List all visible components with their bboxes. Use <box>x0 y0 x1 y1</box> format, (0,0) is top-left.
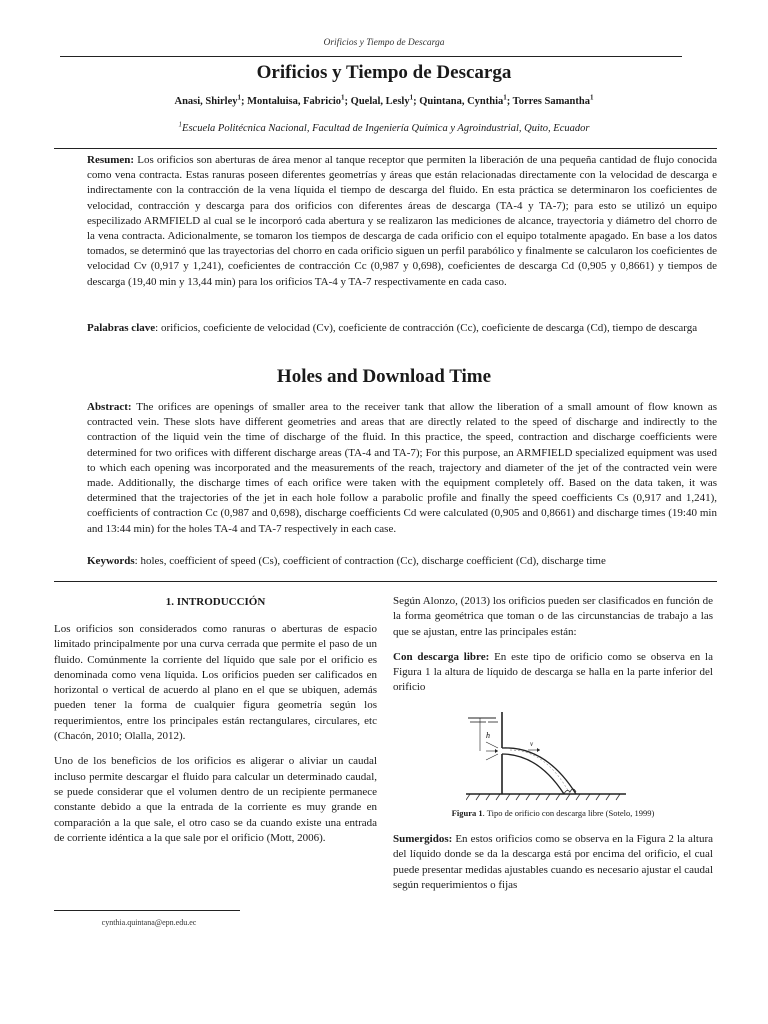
author-5: ; Torres Samantha <box>506 96 590 107</box>
footnote-rule <box>54 910 240 911</box>
right-column-bottom <box>393 832 713 893</box>
resumen-text: Los orificios son aberturas de área menor al tanque receptor que permiten la liberación de una pequeña cantidad de flujo conocida como vena contracta. Estas ranuras poseen diferentes geometrías y áreas que están relacionadas directamente con la velocidad de descarga e indirectamente con la contracción de la vena líquida el tiempo de descarga del fluido. En esta práctica se determinaron los coeficientes de velocidad, contracción y descarga para dos orificios con diferentes áreas de descarga (TA-4 y TA-7); para esto se utilizó un equipo especilizado ARMFIELD al cual se le incorporó cada abertura y se realizaron las mediciones de alcance, trayectoria y diámetro del chorro de la vena contracta. Adicionalmente, se tomaron los tiempos de descarga de cada orificio con el equipo totalmente apagado. En base a los datos tomados, se determinó que las trayectorias del chorro en cada orificio siguen un perfil parabólico y finalmente se calcularon los coeficientes de velocidad Cv (0,917 y 1,241), coeficientes de contracción Cc (0,987 y 0,698), coeficientes de descarga Cd (0,905 y 0,8661) y tiempos de descarga (19,40 min y 13,44 min) para los orificios TA-4 y TA-7 respectivamente en cada caso. <box>87 154 717 288</box>
palabras-clave-text: : orificios, coeficiente de velocidad (Cv), coeficiente de contracción (Cc), coeficiente de descarga (Cd), tiempo de descarga <box>155 322 698 334</box>
paper-title-es: Orificios y Tiempo de Descarga <box>256 62 512 83</box>
palabras-clave-block <box>87 321 717 336</box>
abstract-bottom-rule <box>54 581 717 582</box>
figure-1-caption-text: . Tipo de orificio con descarga libre (Sotelo, 1999) <box>482 808 655 818</box>
sumergidos-text: En estos orificios como se observa en la Figura 2 la altura del líquido donde se da la descarga está por encima del orificio, el cual puede presentar medidas ajustables cuando es necesario ajustar el caudal según requerimientos o fijas <box>393 833 713 891</box>
intro-paragraph-2: Uno de los beneficios de los orificios es aligerar o aliviar un caudal incluso permite descargar el fluido para calcular un determinado caudal, se puede considerar que el volumen dentro de un recipiente permanece constante debido a que la entrada de la corriente es muy grande en comparación a la que sale, el otro caso se da cuando existe una entrada de corriente idéntica a la que sale por el orificio (Mott, 2006). <box>54 755 377 844</box>
abstract-block <box>87 400 717 537</box>
figure-1-caption <box>393 808 713 818</box>
abstract-top-rule <box>54 148 717 149</box>
author-list <box>0 93 768 107</box>
footnote-email: cynthia.quintana@epn.edu.ec <box>101 918 197 927</box>
figure-1-label: Figura 1 <box>451 808 483 818</box>
resumen-label: Resumen: <box>87 154 135 166</box>
author-1-sup: 1 <box>237 93 241 102</box>
left-column <box>54 622 377 856</box>
classification-paragraph: Según Alonzo, (2013) los orificios pueden ser clasificados en función de la forma geométrica que toman o de las circunstancias de trabajo a las que se ajustan, entre las principales están: <box>393 595 713 638</box>
descarga-libre-paragraph <box>393 650 713 696</box>
author-5-sup: 1 <box>590 93 594 102</box>
running-head: Orificios y Tiempo de Descarga <box>323 38 445 48</box>
author-4: ; Quintana, Cynthia <box>413 96 504 107</box>
author-3: ; Quelal, Lesly <box>344 96 410 107</box>
paper-title-en: Holes and Download Time <box>276 366 492 387</box>
section-title: 1. INTRODUCCIÓN <box>165 596 266 608</box>
right-column-top <box>393 594 713 696</box>
affiliation-sup: 1 <box>178 120 183 129</box>
keywords-block <box>87 554 717 569</box>
intro-paragraph-1: Los orificios son considerados como ranuras o aberturas de espacio limitado principalmente por una curva cerrada que permite el paso de un fluido. Comúnmente la corriente del líquido que sale por el orificio es denominada como vena líquida. Los orificios pueden ser calificados en horizontal o vertical de acuerdo al plano en el que se ubiquen, además pueden tener la forma de cualquier figura geometría según los requerimientos, entre los principales están rectangulares, circulares, etc (Chacón, 2010; Olalla, 2012). <box>54 623 377 743</box>
resumen-block <box>87 153 717 290</box>
descarga-libre-label: Con descarga libre: <box>393 650 490 663</box>
header-rule <box>60 56 682 57</box>
author-2: ; Montaluisa, Fabricio <box>241 96 342 107</box>
keywords-text: : holes, coefficient of speed (Cs), coefficient of contraction (Cc), discharge coefficient (Cd), discharge time <box>134 555 606 567</box>
author-1: Anasi, Shirley <box>174 96 238 107</box>
affiliation-text: Escuela Politécnica Nacional, Facultad de Ingeniería Química y Agroindustrial, Quito, Ecuador <box>182 123 590 134</box>
sumergidos-paragraph <box>393 832 713 893</box>
author-4-sup: 1 <box>503 93 507 102</box>
figure-label-v: v <box>530 740 534 748</box>
abstract-label: Abstract: <box>87 401 132 413</box>
keywords-label: Keywords <box>87 555 135 567</box>
palabras-clave-label: Palabras clave <box>87 322 156 334</box>
sumergidos-label: Sumergidos: <box>393 833 453 845</box>
figure-1-orifice-diagram <box>466 708 626 804</box>
descarga-libre-text: En este tipo de orificio como se observa en la Figura 1 la altura de líquido de descarga se halla en la parte inferior del orificio <box>393 650 713 694</box>
author-2-sup: 1 <box>341 93 345 102</box>
affiliation <box>0 120 768 134</box>
author-3-sup: 1 <box>409 93 414 102</box>
abstract-text: The orifices are openings of smaller area to the receiver tank that allow the liberation of a small amount of flow known as contracted vein. These slots have different geometries and areas that are directly related to the speed of discharge and indirectly to the contraction of the liquid vein the time of discharge of the fluid. In this practice, the speed, contraction and discharge coefficients were determined for two orifices with different discharge areas (TA-4 and TA-7); For this purpose, an ARMFIELD specialized equipment was used to which each opening was incorporated and the measurements of the reach, trajectory and diameter of the jet of the contracted vein were made. Additionally, the discharge times of each orifice were taken with the equipment completely off. Based on the data taken, it was determined that the trajectories of the jet in each hole follow a parabolic profile and finally the speed coefficients Cs (0,917 and 1,241), coefficients of contraction Cc (0,987 and 0,698), discharge coefficients Cd were calculated (0,905 and 0,8661) and discharge times (19:40 min and 13:44 min) for the holes TA-4 and TA-7 respectively in each case. <box>87 401 717 535</box>
figure-label-h: h <box>486 731 490 740</box>
